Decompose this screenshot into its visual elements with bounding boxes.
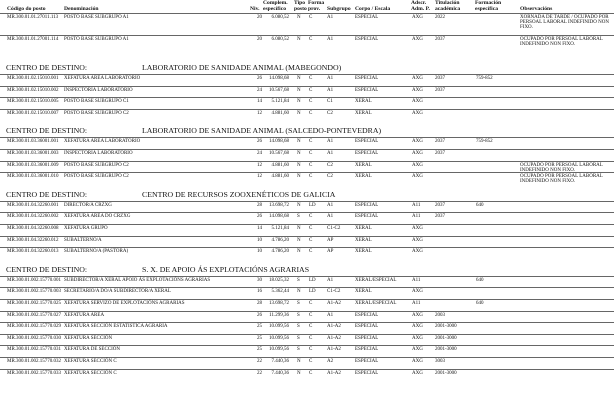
cell-name: POSTO BASE SUBGRUPO C2 — [64, 110, 129, 116]
cell-forma: C — [309, 370, 313, 376]
row-divider — [0, 109, 614, 110]
cell-name: INSPECTORIA LABORATORIO — [64, 87, 133, 93]
cell-name: XEFATURA GRUPO — [64, 226, 108, 231]
header-subgrupo: Subgrupo — [327, 6, 351, 12]
cell-tipo: N — [297, 139, 301, 145]
cell-forma: C — [309, 335, 313, 341]
row-divider — [0, 137, 614, 138]
cell-code: MR.300.01.01.27011.113 — [7, 15, 59, 20]
cell-comp: 4.881,60 — [271, 110, 289, 116]
cell-tipo: N — [297, 289, 301, 295]
cell-name: POSTO BASE SUBGRUPO A1 — [64, 15, 129, 20]
cell-name: XEFATURA AREA LABORATORIO — [64, 139, 141, 145]
cell-code: MR.300.01.002.15770.029 — [7, 324, 62, 330]
cell-sub: A1-A2 — [327, 301, 341, 306]
cell-corp: ESPECIAL — [355, 87, 379, 93]
cell-niv: 25 — [257, 347, 262, 353]
cell-tit: 2001-3000 — [435, 347, 457, 353]
cell-corp: XERAL — [355, 237, 372, 243]
cell-sub: C1-C2 — [327, 226, 341, 231]
cell-tit: 2037 — [435, 214, 445, 220]
cell-niv: 30 — [257, 277, 262, 283]
cell-corp: ESPECIAL — [355, 139, 379, 145]
cell-forma: C — [309, 151, 313, 156]
cell-code: MR.300.01.002.15770.001 — [7, 277, 62, 283]
cell-corp: XERAL — [355, 174, 372, 180]
cell-forma: LD — [309, 289, 316, 295]
cell-tipo: N — [297, 226, 301, 231]
cell-code: MR.300.01.02.15010.007 — [7, 110, 59, 116]
row-divider — [0, 369, 614, 370]
row-divider — [0, 334, 614, 335]
cell-forma: C — [309, 174, 313, 180]
cell-name: POSTO BASE SUBGRUPO C2 — [64, 174, 129, 180]
cell-niv: 26 — [257, 214, 262, 220]
cell-corp: ESPECIAL — [355, 312, 379, 318]
cell-sub: A1-A2 — [327, 370, 341, 376]
cell-forma: C — [309, 249, 313, 255]
cell-niv: 12 — [257, 162, 262, 168]
cell-code: MR.300.01.03.36001.009 — [7, 162, 59, 168]
cell-niv: 12 — [257, 174, 262, 180]
cell-forma: C — [309, 99, 313, 105]
row-divider — [0, 13, 614, 14]
cell-niv: 25 — [257, 324, 262, 330]
cell-comp: 5.121,84 — [271, 99, 289, 105]
cell-tipo: N — [297, 370, 301, 376]
cell-tit: 2022 — [435, 15, 445, 20]
table-row — [0, 15, 614, 31]
cell-comp: 5.121,84 — [271, 226, 289, 231]
table-row — [0, 111, 614, 122]
cell-niv: 20 — [257, 15, 262, 20]
cell-tipo: N — [297, 359, 301, 364]
cell-sub: C1 — [327, 99, 333, 105]
cell-niv: 16 — [257, 289, 262, 295]
cell-ads: AXG — [412, 249, 423, 255]
cell-corp: ESPECIAL — [355, 202, 379, 208]
row-divider — [0, 224, 614, 225]
cell-niv: 14 — [257, 99, 262, 105]
cell-form: 640 — [476, 301, 484, 306]
cell-name: XEFATURA AREA — [64, 312, 105, 318]
cell-comp: 11.299,36 — [269, 312, 289, 318]
cell-niv: 26 — [257, 139, 262, 145]
cell-comp: 7.440,36 — [271, 359, 289, 364]
cell-sub: A1 — [327, 214, 334, 220]
cell-tipo: S — [297, 301, 300, 306]
cell-ads: AXG — [412, 151, 423, 156]
cell-form: 640 — [476, 202, 484, 208]
cell-forma: C — [309, 237, 313, 243]
cell-sub: A1 — [327, 15, 334, 20]
cell-corp: ESPECIAL — [355, 37, 379, 42]
cell-name: POSTO BASE SUBGRUPO C1 — [64, 99, 129, 105]
cell-tipo: N — [297, 237, 301, 243]
cell-forma: C — [309, 15, 313, 20]
cell-corp: XERAL — [355, 249, 372, 255]
cell-niv: 26 — [257, 312, 262, 318]
cell-niv: 10 — [257, 237, 262, 243]
cell-code: MR.300.01.002.15770.027 — [7, 312, 62, 318]
section-name: CENTRO DE RECURSOS ZOOXENÉTICOS DE GALICIA — [142, 189, 336, 199]
cell-corp: ESPECIAL — [355, 151, 379, 156]
cell-tipo: N — [297, 99, 301, 105]
cell-comp: 10.567,68 — [269, 87, 289, 93]
cell-comp: 7.440,36 — [271, 370, 289, 376]
row-divider — [0, 357, 614, 358]
cell-tit: 2003 — [435, 312, 445, 318]
cell-forma: LD — [309, 277, 316, 283]
cell-niv: 26 — [257, 76, 262, 81]
cell-ads: AXG — [412, 174, 423, 180]
cell-tipo: S — [297, 335, 300, 341]
cell-corp: XERAL — [355, 226, 372, 231]
cell-sub: C2 — [327, 110, 333, 116]
cell-tit: 2037 — [435, 139, 445, 145]
cell-name: XEFATURA SECCIÓN ESTATISTICA AGRARIA — [64, 324, 168, 330]
cell-code: MR.300.01.02.15010.002 — [7, 87, 59, 93]
cell-sub: C1-C2 — [327, 289, 341, 295]
cell-ads: A11 — [412, 202, 421, 208]
header-adscr: Adscr. Adm. P. — [411, 0, 430, 12]
cell-comp: 4.786,20 — [271, 237, 289, 243]
row-divider — [0, 149, 614, 150]
cell-ads: AXG — [412, 15, 423, 20]
cell-sub: C2 — [327, 174, 333, 180]
header-forma: Forma prov. — [308, 0, 325, 12]
cell-corp: ESPECIAL — [355, 76, 379, 81]
cell-code: MR.300.01.002.15770.032 — [7, 359, 62, 364]
header-complemento: Complem. específico — [263, 0, 288, 12]
cell-sub: C2 — [327, 162, 333, 168]
cell-tit: 2037 — [435, 87, 445, 93]
cell-niv: 12 — [257, 110, 262, 116]
cell-code: MR.300.01.04.32260.008 — [7, 226, 59, 231]
cell-code: MR.300.01.02.15010.001 — [7, 76, 59, 81]
cell-name: SUBALTERNO/A (PASTORA) — [64, 249, 129, 255]
table-row — [0, 371, 614, 382]
cell-comp: 10.099,56 — [269, 335, 289, 341]
cell-ads: AXG — [412, 76, 423, 81]
cell-tipo: N — [297, 15, 301, 20]
cell-code: MR.300.01.002.15770.003 — [7, 289, 62, 295]
cell-name: XEFATURA SERVIZO DE EXPLOTACIÓNS AGRARIAS — [64, 301, 185, 306]
row-divider — [0, 276, 614, 277]
cell-tit: 2037 — [435, 151, 445, 156]
cell-code: MR.300.01.002.15770.031 — [7, 347, 62, 353]
cell-ads: A11 — [412, 277, 421, 283]
section-name: LABORATORIO DE SANIDADE ANIMAL (MABEGONDO) — [142, 63, 342, 72]
row-divider — [0, 74, 614, 75]
cell-tit: 2037 — [435, 37, 445, 42]
cell-code: MR.300.01.03.36001.001 — [7, 139, 59, 145]
section-label: CENTRO DE DESTINO: — [6, 189, 87, 199]
cell-obs: OCUPADO POR PERSOAL LABORAL INDEFINIDO NON FIXO. — [520, 37, 603, 48]
cell-sub: A1-A2 — [327, 347, 341, 353]
cell-ads: AXG — [412, 87, 423, 93]
cell-forma: C — [309, 214, 313, 220]
cell-obs: OCUPADO POR PERSOAL LABORAL INDEFINIDO NON FIXO. — [520, 174, 603, 185]
cell-niv: 22 — [257, 370, 262, 376]
cell-corp: XERAL/ESPECIAL — [355, 277, 397, 283]
cell-comp: 4.881,60 — [271, 162, 289, 168]
cell-obs: XORNADA DE TARDE / OCUPADO POR PERSOAL LABORAL INDEFINIDO NON FIXO. — [520, 15, 609, 31]
cell-name: XEFATURA SECCIÓN C — [64, 359, 117, 364]
cell-tipo: S — [297, 312, 300, 318]
cell-tit: 2037 — [435, 76, 445, 81]
cell-code: MR.300.01.04.32260.012 — [7, 237, 59, 243]
cell-corp: XERAL/ESPECIAL — [355, 301, 397, 306]
cell-ads: AXG — [412, 139, 423, 145]
cell-tit: 2001-3000 — [435, 370, 457, 376]
cell-niv: 25 — [257, 335, 262, 341]
row-divider — [0, 212, 614, 213]
cell-form: 759-852 — [476, 139, 493, 145]
cell-forma: C — [309, 110, 313, 116]
cell-sub: A1 — [327, 202, 334, 208]
cell-tipo: N — [297, 37, 301, 42]
cell-code: MR.300.01.03.36001.003 — [7, 151, 59, 156]
cell-ads: A11 — [412, 301, 421, 306]
cell-code: MR.300.01.01.27001.114 — [7, 37, 59, 42]
cell-code: MR.300.01.03.36001.010 — [7, 174, 59, 180]
cell-tit: 2001-3000 — [435, 335, 457, 341]
cell-name: SECRETARIO/A DO/A SUBDIRECTOR/A XERAL — [64, 289, 171, 295]
cell-name: SUBDIRECTOR/A XERAL APOIO ÁS EXPLOTACIÓNS AGRARIAS — [64, 277, 211, 283]
cell-code: MR.300.01.04.32260.013 — [7, 249, 59, 255]
cell-name: POSTO BASE SUBGRUPO A1 — [64, 37, 129, 42]
cell-form: 759-852 — [476, 76, 493, 81]
cell-niv: 24 — [257, 151, 262, 156]
cell-corp: XERAL — [355, 162, 372, 168]
cell-forma: C — [309, 301, 313, 306]
cell-code: MR.300.01.02.15010.005 — [7, 99, 59, 105]
cell-forma: C — [309, 87, 313, 93]
header-formacion: Formación específica — [475, 0, 502, 12]
cell-forma: C — [309, 139, 313, 145]
cell-sub: A1 — [327, 76, 334, 81]
cell-comp: 14.098,68 — [269, 139, 289, 145]
row-divider — [0, 236, 614, 237]
cell-tipo: N — [297, 110, 301, 116]
cell-sub: AP — [327, 249, 334, 255]
cell-ads: AXG — [412, 162, 423, 168]
row-divider — [0, 86, 614, 87]
cell-tipo: N — [297, 249, 301, 255]
table-row — [0, 37, 614, 48]
cell-ads: AXG — [412, 110, 423, 116]
cell-ads: AXG — [412, 289, 423, 295]
cell-name: XEFATURA SECCIÓN C — [64, 370, 117, 376]
cell-sub: A2 — [327, 359, 334, 364]
cell-tipo: S — [297, 347, 300, 353]
cell-sub: A1 — [327, 37, 334, 42]
cell-comp: 4.881,60 — [271, 174, 289, 180]
header-titulacion: Titulación académica — [435, 0, 461, 12]
row-divider — [0, 247, 614, 248]
cell-tipo: N — [297, 151, 301, 156]
cell-ads: AXG — [412, 324, 423, 330]
cell-comp: 10.099,56 — [269, 347, 289, 353]
cell-niv: 24 — [257, 87, 262, 93]
cell-niv: 28 — [257, 202, 262, 208]
cell-ads: AXG — [412, 99, 423, 105]
header-denominacion: Denominación — [64, 6, 99, 12]
cell-form: 640 — [476, 277, 484, 283]
cell-ads: AXG — [412, 312, 423, 318]
table-row — [0, 174, 614, 185]
cell-code: MR.300.01.002.15770.033 — [7, 370, 62, 376]
cell-obs: OCUPADO POR PERSOAL LABORAL INDEFINIDO NON FIXO. — [520, 162, 603, 173]
section-name: S. X. DE APOIO ÁS EXPLOTACIÓNS AGRARIAS — [142, 264, 310, 274]
cell-ads: A11 — [412, 214, 421, 220]
cell-name: XEFATURA AREA DO CRZXG — [64, 214, 131, 220]
cell-ads: AXG — [412, 237, 423, 243]
row-divider — [0, 311, 614, 312]
cell-tipo: N — [297, 76, 301, 81]
cell-name: POSTO BASE SUBGRUPO C2 — [64, 162, 129, 168]
cell-code: MR.300.01.002.15770.030 — [7, 335, 62, 341]
row-divider — [0, 287, 614, 288]
cell-comp: 14.098,68 — [269, 214, 289, 220]
cell-comp: 10.099,56 — [269, 324, 289, 330]
cell-tipo: S — [297, 214, 300, 220]
cell-sub: A1 — [327, 151, 334, 156]
cell-forma: C — [309, 347, 313, 353]
cell-tipo: N — [297, 174, 301, 180]
header-tipo: Tipo posto — [294, 0, 307, 12]
row-divider — [0, 201, 614, 202]
cell-tit: 2001-3000 — [435, 324, 457, 330]
cell-corp: ESPECIAL — [355, 335, 379, 341]
cell-sub: AP — [327, 237, 334, 243]
cell-corp: ESPECIAL — [355, 347, 379, 353]
cell-code: MR.300.01.002.15770.025 — [7, 301, 62, 306]
cell-tipo: S — [297, 277, 300, 283]
cell-forma: C — [309, 226, 313, 231]
cell-forma: C — [309, 76, 313, 81]
cell-name: XEFATURA SECCIÓN — [64, 335, 113, 341]
cell-corp: ESPECIAL — [355, 370, 379, 376]
cell-tipo: S — [297, 324, 300, 330]
cell-niv: 20 — [257, 37, 262, 42]
cell-corp: XERAL — [355, 110, 372, 116]
table-row — [0, 249, 614, 260]
cell-corp: ESPECIAL — [355, 15, 379, 20]
cell-ads: AXG — [412, 335, 423, 341]
row-divider — [0, 35, 614, 36]
cell-sub: A1-A2 — [327, 324, 341, 330]
cell-name: DIRECTOR/A CRZXG — [64, 202, 112, 208]
cell-forma: C — [309, 359, 313, 364]
cell-tipo: N — [297, 162, 301, 168]
cell-sub: A1-A2 — [327, 335, 341, 341]
cell-ads: AXG — [412, 226, 423, 231]
cell-forma: C — [309, 37, 313, 42]
header-codigo: Código do posto — [7, 6, 46, 12]
cell-sub: A1 — [327, 87, 334, 93]
cell-code: MR.300.01.04.32260.001 — [7, 202, 59, 208]
cell-comp: 10.567,68 — [269, 151, 289, 156]
section-label: CENTRO DE DESTINO: — [6, 63, 87, 72]
cell-name: XEFATURA AREA LABORATORIO — [64, 76, 141, 81]
cell-niv: 22 — [257, 359, 262, 364]
cell-forma: LD — [309, 202, 316, 208]
cell-comp: 6.080,52 — [271, 37, 289, 42]
header-corpo: Corpo / Escala — [355, 6, 391, 12]
cell-corp: ESPECIAL — [355, 359, 379, 364]
cell-tipo: N — [297, 87, 301, 93]
cell-sub: A1 — [327, 139, 334, 145]
cell-code: MR.300.01.04.32260.002 — [7, 214, 59, 220]
cell-sub: A1 — [327, 312, 334, 318]
cell-comp: 13.698,72 — [269, 202, 289, 208]
row-divider — [0, 161, 614, 162]
cell-comp: 6.080,52 — [271, 15, 289, 20]
cell-forma: C — [309, 324, 313, 330]
row-divider — [0, 172, 614, 173]
row-divider — [0, 299, 614, 300]
header-observacions: Observacións — [520, 6, 553, 12]
cell-comp: 18.025,32 — [269, 277, 289, 283]
cell-ads: AXG — [412, 37, 423, 42]
cell-forma: C — [309, 162, 313, 168]
cell-niv: 10 — [257, 249, 262, 255]
cell-tit: 3003 — [435, 359, 445, 364]
section-label: CENTRO DE DESTINO: — [6, 264, 87, 274]
cell-comp: 5.362,44 — [271, 289, 289, 295]
header-nivel: Niv. — [250, 6, 260, 12]
cell-niv: 14 — [257, 226, 262, 231]
cell-name: XEFATURA DE SECCIÓN — [64, 347, 121, 353]
section-label: CENTRO DE DESTINO: — [6, 126, 87, 136]
cell-sub: A1 — [327, 277, 334, 283]
cell-name: SUBALTERNO/A — [64, 237, 102, 243]
cell-corp: XERAL — [355, 99, 372, 105]
cell-ads: AXG — [412, 370, 423, 376]
cell-comp: 14.098,68 — [269, 76, 289, 81]
cell-ads: AXG — [412, 347, 423, 353]
cell-niv: 28 — [257, 301, 262, 306]
cell-tit: 2037 — [435, 202, 445, 208]
row-divider — [0, 97, 614, 98]
cell-ads: AXG — [412, 359, 423, 364]
cell-comp: 4.786,20 — [271, 249, 289, 255]
cell-name: INSPECTORIA LABORATORIO — [64, 151, 133, 156]
cell-corp: ESPECIAL — [355, 324, 379, 330]
section-name: LABORATORIO DE SANIDADE ANIMAL (SALCEDO-PONTEVEDRA) — [142, 126, 382, 136]
cell-comp: 13.698,72 — [269, 301, 289, 306]
cell-corp: XERAL — [355, 289, 372, 295]
cell-corp: ESPECIAL — [355, 214, 379, 220]
cell-forma: C — [309, 312, 313, 318]
cell-tipo: N — [297, 202, 301, 208]
